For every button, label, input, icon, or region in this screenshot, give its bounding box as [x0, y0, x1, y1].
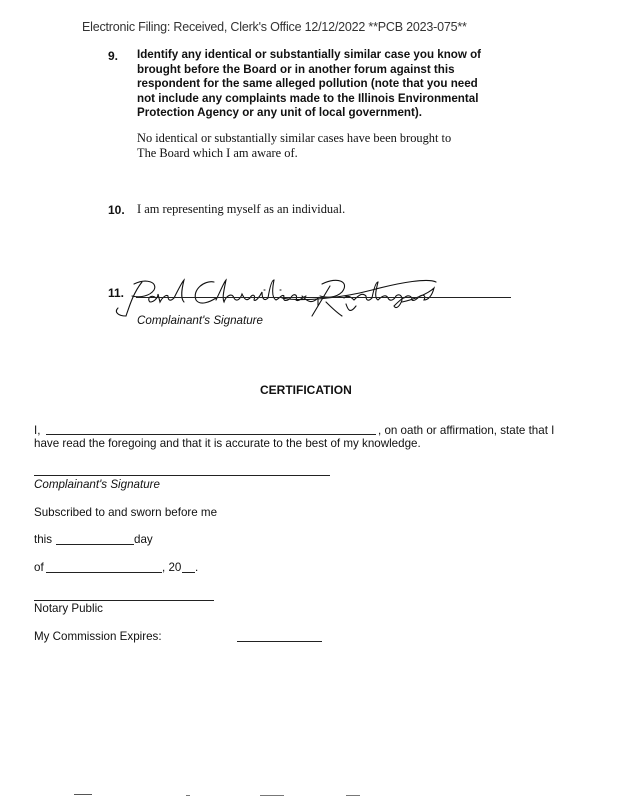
commission-expires-label: My Commission Expires: — [34, 630, 162, 643]
notary-public-label: Notary Public — [34, 602, 103, 615]
statement-line-2: have read the foregoing and that it is accurate to the best of my knowledge. — [34, 437, 421, 450]
day-label: day — [134, 533, 153, 546]
answer-line: No identical or substantially similar cases have been brought to — [137, 131, 452, 145]
cert-signature-line[interactable] — [34, 475, 330, 476]
year-period: . — [195, 561, 199, 574]
statement-suffix: , on oath or affirmation, state that I — [378, 424, 555, 437]
item-10-number: 10. — [108, 203, 125, 217]
notary-line[interactable] — [34, 600, 214, 601]
answer-line: The Board which I am aware of. — [137, 145, 298, 160]
this-label: this — [34, 533, 53, 546]
scan-artifact — [74, 794, 92, 795]
statement-prefix: I, — [34, 424, 41, 437]
month-blank-line[interactable] — [46, 572, 162, 573]
question-line: respondent for the same alleged pollution (note that you need — [137, 77, 478, 91]
name-blank-line[interactable] — [46, 434, 376, 435]
question-line: Protection Agency or any unit of local government). — [137, 106, 422, 120]
scan-artifact — [186, 795, 190, 796]
item-9-number: 9. — [108, 49, 119, 63]
item-11-number: 11. — [108, 286, 125, 300]
of-label: of — [34, 561, 44, 574]
question-line: not include any complaints made to the Illinois Environmental — [137, 91, 479, 105]
year-blank-line[interactable] — [182, 572, 195, 573]
question-line: brought before the Board or in another forum against this — [137, 62, 455, 76]
filing-header: Electronic Filing: Received, Clerk's Office 12/12/2022 **PCB 2023-075** — [82, 20, 467, 34]
scan-artifact — [260, 795, 284, 796]
scan-artifact — [346, 795, 360, 796]
certification-title: CERTIFICATION — [260, 383, 352, 397]
item-9-question — [137, 48, 481, 121]
year-label: , 20 — [162, 561, 182, 574]
commission-date-line[interactable] — [237, 641, 322, 642]
item-11-signature-caption: Complainant's Signature — [137, 314, 263, 327]
item-10-text: I am representing myself as an individual. — [137, 202, 346, 216]
cert-signature-label: Complainant's Signature — [34, 478, 160, 491]
day-blank-line[interactable] — [56, 544, 134, 545]
subscribed-text: Subscribed to and sworn before me — [34, 506, 218, 519]
signature-line — [136, 297, 511, 298]
item-9-answer — [137, 131, 451, 160]
question-line: Identify any identical or substantially similar case you know of — [137, 48, 482, 61]
